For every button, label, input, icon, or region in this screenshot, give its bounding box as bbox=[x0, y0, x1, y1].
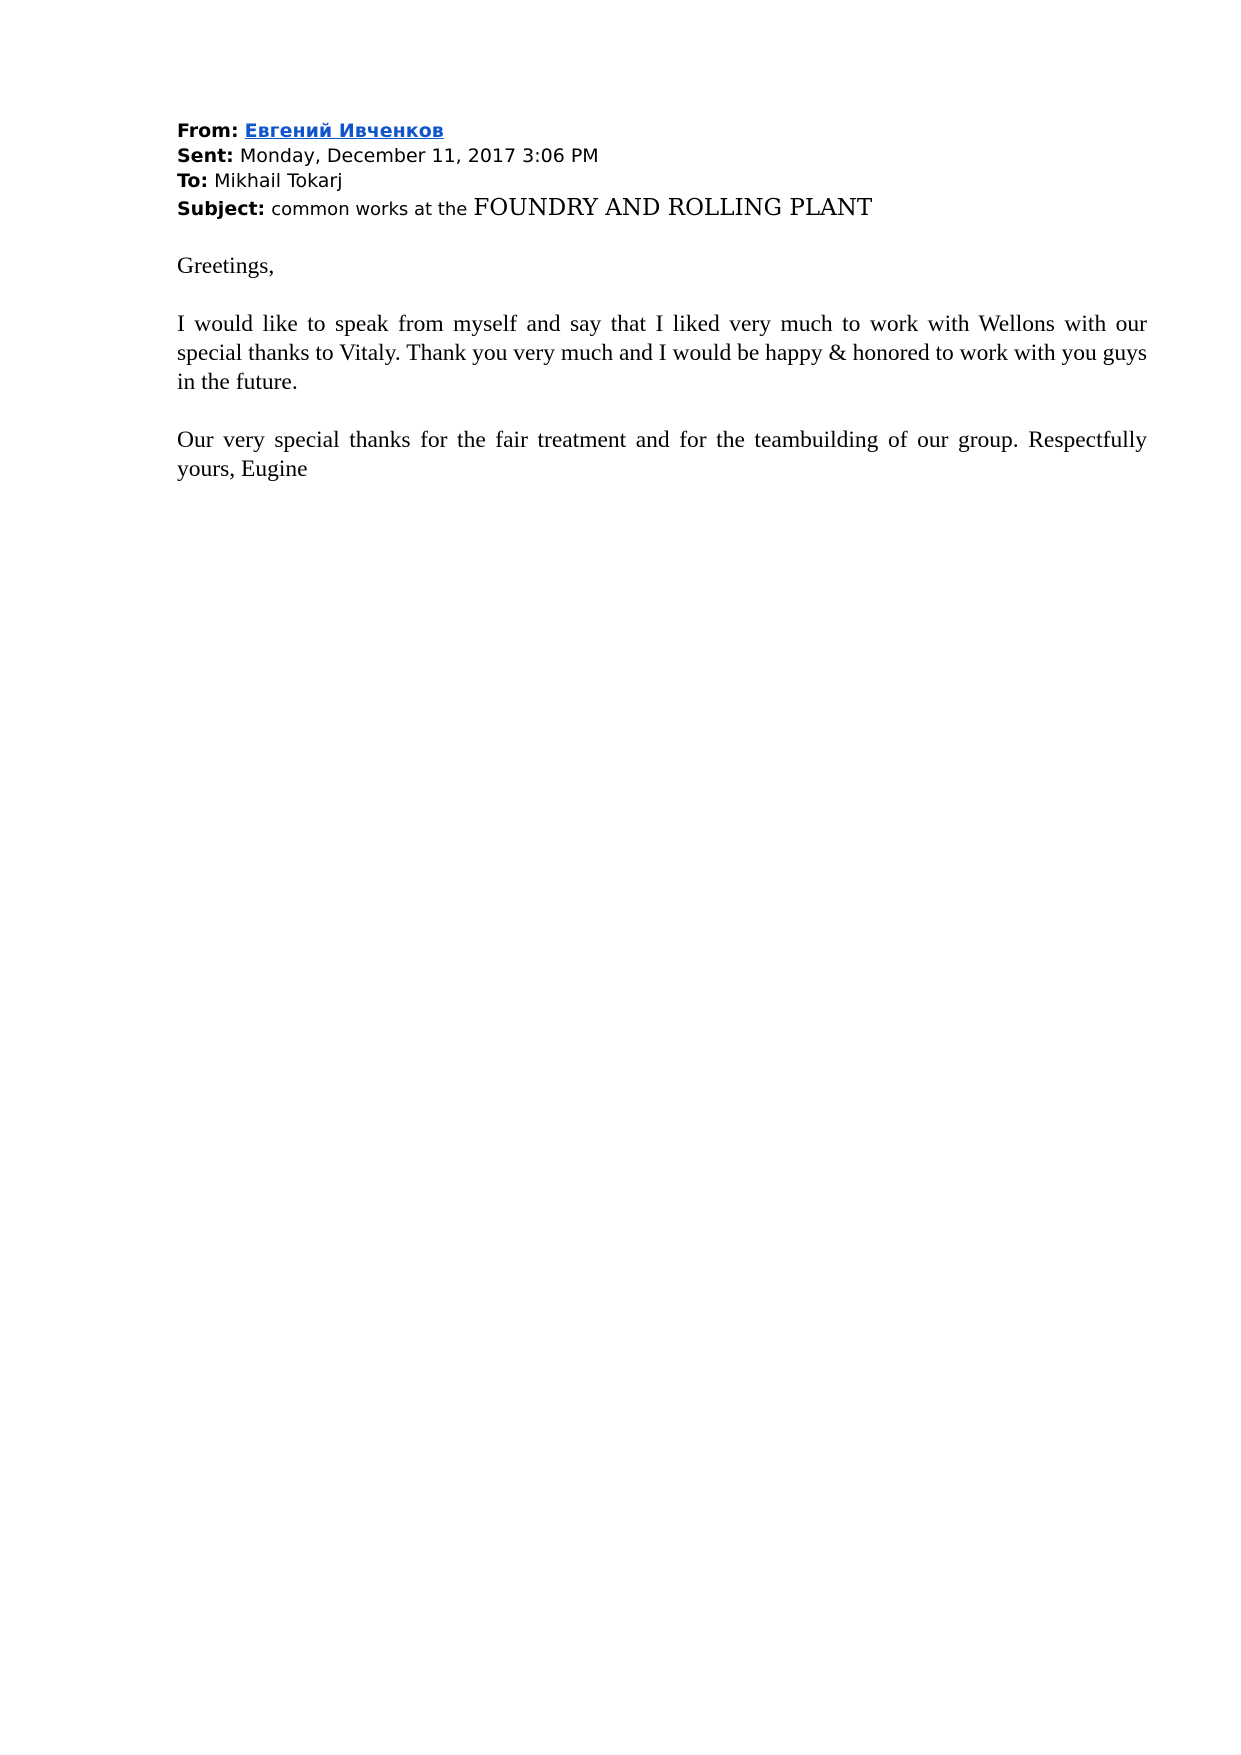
body-paragraph-1: I would like to speak from myself and say that I liked very much to work with Wellons with our special thanks to Vitaly. Thank you very much and I would be happy & honored to work with you guys in the future. bbox=[177, 311, 1147, 395]
subject-label: Subject: bbox=[177, 198, 266, 220]
email-header bbox=[177, 119, 1157, 222]
from-label: From: bbox=[177, 120, 239, 142]
to-line bbox=[177, 169, 1157, 194]
subject-line bbox=[177, 194, 1157, 222]
email-body bbox=[177, 252, 1147, 513]
sent-label: Sent: bbox=[177, 145, 234, 167]
to-label: To: bbox=[177, 170, 209, 192]
body-paragraph-2: Our very special thanks for the fair treatment and for the teambuilding of our group. Respectfully yours, Eugine bbox=[177, 427, 1147, 482]
greeting: Greetings, bbox=[177, 253, 275, 279]
to-value: Mikhail Tokarj bbox=[214, 170, 343, 192]
sender-link[interactable]: Евгений Ивченков bbox=[244, 120, 444, 142]
subject-prefix: common works at the bbox=[271, 199, 468, 220]
sent-line bbox=[177, 144, 1157, 169]
subject-emphasis: FOUNDRY AND ROLLING PLANT bbox=[473, 195, 873, 221]
sent-value: Monday, December 11, 2017 3:06 PM bbox=[239, 145, 599, 167]
from-line bbox=[177, 119, 1157, 144]
